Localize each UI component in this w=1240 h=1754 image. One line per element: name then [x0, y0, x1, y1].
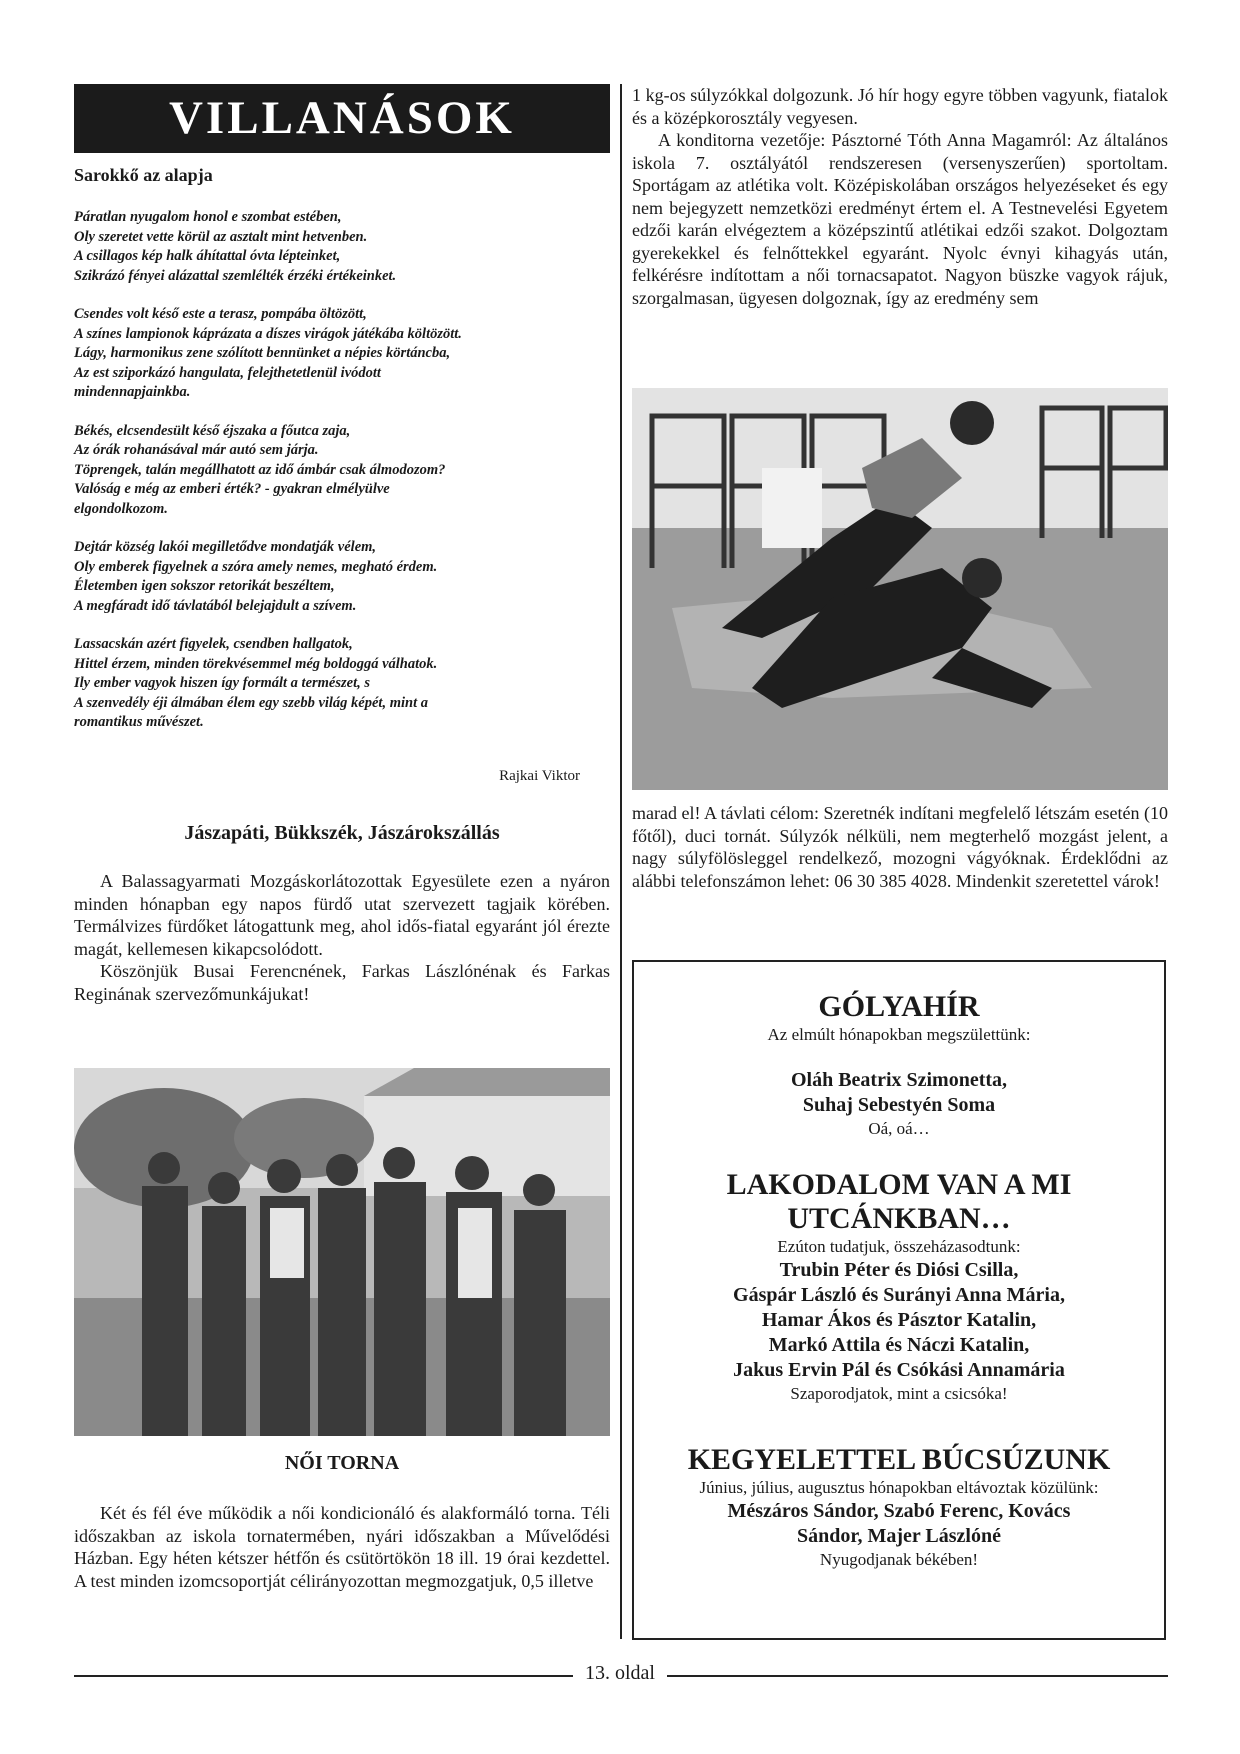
poem-line: Páratlan nyugalom honol e szombat estében, — [74, 209, 342, 225]
poem-line: romantikus művészet. — [74, 714, 204, 730]
torna-title: NŐI TORNA — [284, 1452, 400, 1474]
poem-line: Szikrázó fényei alázattal szemlélték érzéki értékeinket. — [74, 267, 397, 284]
trip-paragraph: Köszönjük Busai Ferencnének, Farkas Lászlónénak és Farkas Reginának szervezőmunkájukat! — [74, 961, 610, 1004]
wedding-name: Trubin Péter és Diósi Csilla, — [779, 1259, 1019, 1281]
poem-line: mindennapjainkba. — [74, 384, 191, 400]
trip-paragraph: A Balassagyarmati Mozgáskorlátozottak Egyesülete ezen a nyáron minden hónapban egy napos fürdő utat szervezett tagjaik körében. Termálvizes fürdőket látogattunk meg, ahol idős-fiatal egyaránt jól érezte magát, kellemesen kikapcsolódott. — [74, 871, 610, 959]
torna-paragraph-4: marad el! A távlati célom: Szeretnék indítani megfelelő létszám esetén (10 főtől), duci tornát. Súlyzók nélküli, nem megterhelő mozgást jelent, a nagy súlyfölösleggel rendelkező, mozogni vágyóknak. Érdeklődni az alábbi telefonszámon lehet: 06 30 385 4028. Mindenkit szeretettel várok! — [632, 803, 1168, 891]
poem-line: Az órák rohanásával már autó sem járja. — [74, 442, 319, 458]
poem-author: Rajkai Viktor — [499, 768, 580, 784]
wedding-name: Gáspár László és Surányi Anna Mária, — [733, 1284, 1065, 1306]
torna-continuation — [632, 84, 1168, 309]
farewell-name: Mészáros Sándor, Szabó Ferenc, Kovács — [727, 1500, 1071, 1522]
golyahir-closing: Oá, oá… — [868, 1119, 930, 1138]
group-photo — [74, 1068, 610, 1436]
wedding-name: Markó Attila és Náczi Katalin, — [768, 1334, 1030, 1356]
poem-stanza — [74, 208, 610, 286]
poem-stanza — [74, 635, 610, 733]
page-number-label: 13. oldal — [573, 1662, 667, 1684]
trip-body — [74, 870, 610, 1005]
poem-line: Békés, elcsendesült késő éjszaka a főutca zaja, — [74, 422, 351, 439]
poem-stanza — [74, 538, 610, 616]
poem-line: Lassacskán azért figyelek, csendben hallgatok, — [74, 636, 353, 652]
poem-line: Hittel érzem, minden törekvésemmel még boldoggá válhatok. — [74, 655, 438, 672]
wedding-name: Hamar Ákos és Pásztor Katalin, — [761, 1309, 1037, 1331]
poem-line: Dejtár község lakói megilletődve mondatják vélem, — [74, 539, 377, 555]
poem-line: Lágy, harmonikus zene szólított bennünket a népies körtáncba, — [74, 345, 451, 361]
poem-line: Az est sziporkázó hangulata, felejthetetlenül ivódott — [74, 364, 381, 381]
wedding-name: Jakus Ervin Pál és Csókási Annamária — [733, 1359, 1065, 1381]
farewell-title: KEGYELETTEL BÚCSÚZUNK — [687, 1443, 1111, 1476]
poem-line: Töprengek, talán megállhatott az idő ámbár csak álmodozom? — [74, 461, 446, 478]
poem-line: Valóság e még az emberi érték? - gyakran elmélyülve — [74, 481, 390, 497]
torna-paragraph-3: A konditorna vezetője: Pásztorné Tóth Anna Magamról: Az általános iskola 7. osztályától rendszeresen (versenyszerűen) sportoltam. Sportágam az atlétika volt. Középiskolában országos helyezéseket és egy nem bejegyzett nemzetközi eredményt értem el. A Testnevelési Egyetem edzői karán elvégeztem a középszintű atlétikai edzői szakot. Dolgoztam gyerekekkel és felnőttekkel egyaránt. Nyolc évnyi kihagyás után, felkérésre indítottam a női tornacsapatot. Nagyon büszke vagyok rájuk, szorgalmasan, ügyesen dolgoznak, így az eredmény sem — [632, 130, 1168, 308]
farewell-closing: Nyugodjanak békében! — [819, 1550, 979, 1569]
poem-body — [74, 208, 610, 733]
poem-line: A csillagos kép halk áhítattal óvta lépteinket, — [74, 248, 341, 264]
page-number — [0, 1662, 1240, 1685]
poem-line: A szenvedély éji álmában élem egy szebb világ képét, mint a — [74, 694, 428, 711]
poem-line: elgondolkozom. — [74, 500, 168, 517]
poem-line: Csendes volt késő este a terasz, pompába öltözött, — [74, 306, 367, 322]
poem-line: Életemben igen sokszor retorikát beszéltem, — [74, 578, 335, 594]
poem-stanza — [74, 422, 610, 520]
poem-stanza — [74, 305, 610, 403]
announcements-box — [632, 960, 1166, 1640]
poem-line: A megfáradt idő távlatából belejajdult a szívem. — [74, 597, 357, 614]
poem-line: Ily ember vagyok hiszen így formált a természet, s — [74, 675, 371, 691]
golyahir-title: GÓLYAHÍR — [818, 990, 980, 1023]
farewell-subtitle: Június, július, augusztus hónapokban eltávoztak közülünk: — [699, 1478, 1099, 1497]
poem-block — [74, 165, 610, 733]
golyahir-subtitle: Az elmúlt hónapokban megszülettünk: — [767, 1025, 1031, 1044]
section-banner: VILLANÁSOK — [74, 84, 610, 153]
trip-title: Jászapáti, Bükkszék, Jászárokszállás — [184, 822, 500, 844]
poem-line: Oly szeretet vette körül az asztalt mint hetvenben. — [74, 228, 368, 245]
golyahir-name: Oláh Beatrix Szimonetta, — [790, 1069, 1008, 1091]
farewell-name: Sándor, Majer Lászlóné — [797, 1525, 1001, 1547]
poem-line: A színes lampionok káprázata a díszes virágok játékába költözött. — [74, 325, 462, 342]
column-divider — [620, 84, 622, 1639]
wedding-closing: Szaporodjatok, mint a csicsóka! — [790, 1384, 1008, 1403]
poem-title: Sarokkő az alapja — [74, 165, 213, 185]
torna-paragraph-2: 1 kg-os súlyzókkal dolgozunk. Jó hír hogy egyre többen vagyunk, fiatalok és a középkorosztály vegyesen. — [632, 85, 1168, 128]
exercise-photo — [632, 388, 1168, 790]
wedding-title: LAKODALOM VAN A MI UTCÁNKBAN… — [726, 1168, 1072, 1235]
golyahir-name: Suhaj Sebestyén Soma — [802, 1094, 996, 1116]
poem-line: Oly emberek figyelnek a szóra amely nemes, megható érdem. — [74, 558, 438, 575]
wedding-subtitle: Ezúton tudatjuk, összeházasodtunk: — [777, 1237, 1021, 1256]
torna-paragraph-1: Két és fél éve működik a női kondicionáló és alakformáló torna. Téli időszakban az iskola tornatermében, nyári időszakban a Művelődési Házban. Egy héten kétszer hétfőn és csütörtökön 18 ill. 19 órai kezdettel. A test minden izomcsoportját célirányozottan megmozgatjuk, 0,5 illetve — [74, 1503, 610, 1591]
